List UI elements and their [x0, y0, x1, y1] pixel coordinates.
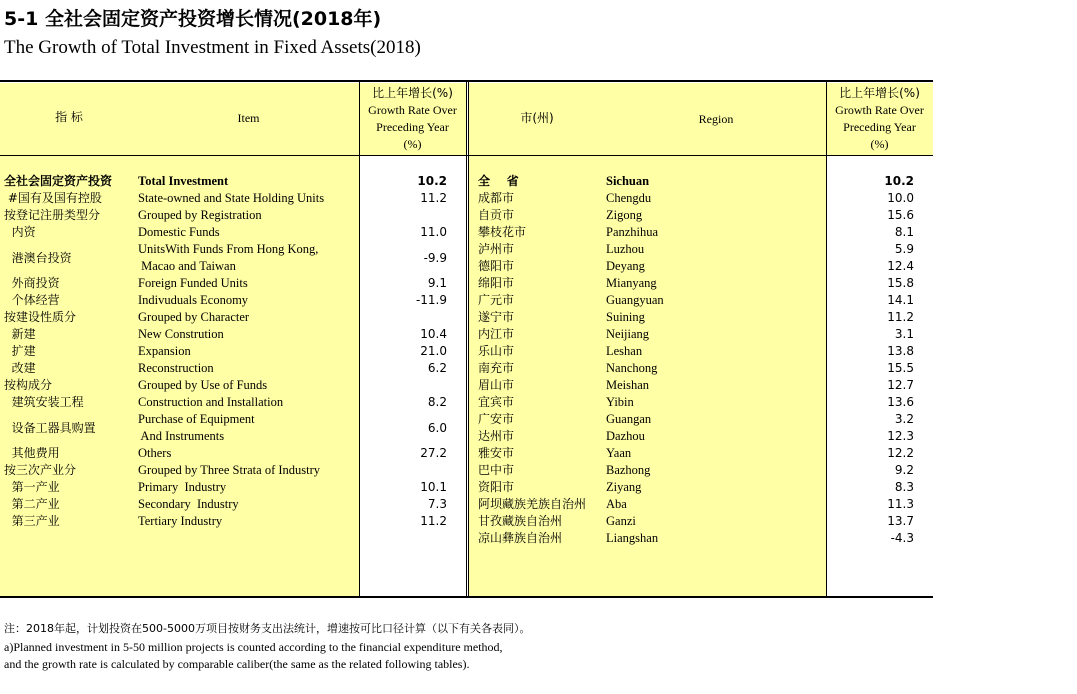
left-rows-value: 11.0: [420, 225, 447, 239]
left-rows-label-en: Grouped by Use of Funds: [138, 378, 268, 392]
footnote-cn: 注：2018年起，计划投资在500-5000万项目按财务支出法统计，增速按可比口径计算（以下有关各表同）。: [4, 622, 531, 635]
left-rows-value: 10.4: [420, 327, 447, 341]
left-rows-label-en: Secondary Industry: [138, 497, 239, 511]
right-rows-label-cn: 德阳市: [478, 259, 515, 273]
left-rows-label-en: UnitsWith Funds From Hong Kong,: [138, 242, 319, 256]
right-rows-value: 11.3: [887, 497, 914, 511]
left-rows-label-cn: 建筑安装工程: [4, 395, 84, 409]
left-rows-label-en: New Constrution: [138, 327, 224, 341]
right-rows-label-en: Yibin: [606, 395, 634, 409]
right-rows-label-cn: 泸州市: [478, 242, 515, 256]
right-rows-label-cn: 雅安市: [478, 446, 515, 460]
right-rows-label-en: Deyang: [606, 259, 645, 273]
left-rows-label-en: Domestic Funds: [138, 225, 220, 239]
left-rows-label-cn: 按构成分: [4, 378, 53, 392]
left-rows-label-en: Purchase of Equipment: [138, 412, 255, 426]
left-rows-value: -9.9: [423, 250, 447, 265]
left-rows-value: 9.1: [427, 276, 447, 290]
header-region-en: Region: [698, 112, 734, 126]
left-rows-value: 8.2: [427, 395, 447, 409]
right-rows-label-en: Suining: [606, 310, 645, 324]
right-rows-label-cn: 成都市: [478, 191, 515, 205]
header-rate-unit: (%): [870, 137, 889, 151]
right-rows-label-en: Ziyang: [606, 480, 642, 494]
left-rows-value: 10.1: [420, 480, 447, 494]
header-rate-right: [826, 83, 933, 155]
left-rows-label-cn: 第一产业: [4, 480, 60, 494]
right-rows-label-cn: 乐山市: [478, 344, 515, 358]
left-rows-value: 6.2: [427, 361, 447, 375]
left-rows-label-cn: 第二产业: [4, 497, 60, 511]
right-rows-label-cn: 遂宁市: [478, 310, 515, 324]
footnote-en-line1: a)Planned investment in 5-50 million projects is counted according to the financial expenditure method,: [4, 640, 503, 654]
right-rows-label-cn: 资阳市: [478, 480, 515, 494]
right-rows-label-cn: 广安市: [478, 412, 515, 426]
footnote-en-line2: and the growth rate is calculated by comparable caliber(the same as the related following tables).: [4, 657, 470, 671]
right-rows-label-cn: 广元市: [478, 293, 515, 307]
left-rows-value: 6.0: [427, 420, 447, 435]
right-rows-value: 8.3: [894, 480, 914, 494]
left-rows-label-cn: 扩建: [4, 344, 36, 358]
right-rows-label-en: Chengdu: [606, 191, 652, 205]
right-rows-value: 12.3: [887, 429, 914, 443]
left-rows-label-en: Primary Industry: [138, 480, 227, 494]
left-rows-value: 11.2: [420, 514, 447, 528]
right-rows-value: 13.8: [887, 344, 914, 358]
header-rate-en2: Preceding Year: [843, 120, 916, 134]
col-divider-3: [468, 80, 469, 598]
left-rows-label-en: State-owned and State Holding Units: [138, 191, 325, 205]
right-rows-label-cn: 阿坝藏族羌族自治州: [478, 497, 587, 511]
right-rows-label-en: Neijiang: [606, 327, 650, 341]
right-rows-label-en: Liangshan: [606, 531, 659, 545]
left-rows-label-en: Foreign Funded Units: [138, 276, 248, 290]
right-rows-label-cn: 攀枝花市: [478, 225, 527, 239]
right-rows-label-en: Meishan: [606, 378, 650, 392]
right-rows-value: 14.1: [887, 293, 914, 307]
right-rows-value: 10.0: [887, 191, 914, 205]
left-rows-value: 27.2: [420, 446, 447, 460]
left-rows-label-cn: 改建: [4, 361, 36, 375]
right-rows-label-en: Sichuan: [606, 174, 650, 188]
left-rows-label-en: Reconstruction: [138, 361, 214, 375]
left-rows-label-cn: 其他费用: [4, 446, 60, 460]
left-rows-label-en: Total Investment: [138, 174, 229, 188]
left-rows-label-en: Construction and Installation: [138, 395, 284, 409]
right-rows-label-cn: 南充市: [478, 361, 515, 375]
left-rows-label-en: Grouped by Three Strata of Industry: [138, 463, 321, 477]
left-rows-label-en: Grouped by Registration: [138, 208, 262, 222]
right-rows-label-en: Mianyang: [606, 276, 657, 290]
right-rows-value: 3.2: [894, 412, 914, 426]
left-rows-value: 10.2: [417, 174, 447, 188]
left-rows-label-cn: #国有及国有控股: [4, 191, 102, 205]
right-rows-value: 11.2: [887, 310, 914, 324]
right-rows-label-en: Guangan: [606, 412, 652, 426]
col-divider-2: [466, 80, 467, 598]
right-rows-label-cn: 眉山市: [478, 378, 515, 392]
left-rows-label-en: Tertiary Industry: [138, 514, 223, 528]
right-rows-value: 3.1: [894, 327, 914, 341]
left-rows-label-cn: 按登记注册类型分: [4, 208, 101, 222]
right-rows-label-en: Zigong: [606, 208, 643, 222]
header-region-cn: 市(州): [520, 111, 554, 125]
right-rows-value: 12.2: [887, 446, 914, 460]
right-rows-value: 8.1: [894, 225, 914, 239]
right-rows-value: 13.6: [887, 395, 914, 409]
left-rows-label-cn: 第三产业: [4, 514, 60, 528]
left-rows-value: -11.9: [415, 293, 447, 307]
left-rows-label-en-cont: Macao and Taiwan: [138, 259, 236, 273]
left-rows-label-cn: 按三次产业分: [4, 463, 77, 477]
right-rows-label-cn: 宜宾市: [478, 395, 515, 409]
left-rows-label-en-cont: And Instruments: [138, 429, 225, 443]
right-rows-label-en: Panzhihua: [606, 225, 659, 239]
page-title-cn: 5-1 全社会固定资产投资增长情况(2018年): [4, 8, 382, 30]
left-rows-label-cn: 新建: [4, 327, 36, 341]
right-rows-label-cn: 凉山彝族自治州: [478, 531, 563, 545]
header-rate-en1: Growth Rate Over: [835, 103, 924, 117]
page-title-en: The Growth of Total Investment in Fixed Assets(2018): [4, 37, 421, 58]
investment-table: [0, 80, 933, 598]
right-rows-value: 12.4: [887, 259, 914, 273]
right-rows-label-cn: 绵阳市: [478, 276, 515, 290]
right-rows-value: -4.3: [890, 531, 914, 545]
left-rows-label-en: Indivuduals Economy: [138, 293, 249, 307]
right-rows-value: 12.7: [887, 378, 914, 392]
right-rows-label-cn: 巴中市: [478, 463, 515, 477]
right-rows-label-en: Bazhong: [606, 463, 651, 477]
right-rows-label-en: Guangyuan: [606, 293, 664, 307]
right-rows-value: 9.2: [894, 463, 914, 477]
right-rows-value: 5.9: [894, 242, 914, 256]
left-rows-label-cn: 内资: [4, 225, 36, 239]
right-rows-label-cn: 自贡市: [478, 208, 515, 222]
header-rate-cn: 比上年增长(%): [372, 86, 453, 100]
right-rows-value: 15.8: [887, 276, 914, 290]
right-rows-value: 10.2: [884, 174, 914, 188]
right-rows-label-en: Dazhou: [606, 429, 645, 443]
right-rows-label-en: Aba: [606, 497, 627, 511]
header-rate-cn: 比上年增长(%): [839, 86, 920, 100]
right-rows-label-cn: 达州市: [478, 429, 515, 443]
left-rows-label-cn: 港澳台投资: [4, 250, 72, 265]
left-rows-value: 7.3: [427, 497, 447, 511]
left-rows-label-cn: 个体经营: [4, 293, 60, 307]
right-rows-label-cn: 甘孜藏族自治州: [478, 514, 563, 528]
left-rows-label-en: Grouped by Character: [138, 310, 250, 324]
right-rows-label-en: Leshan: [606, 344, 643, 358]
header-rate-en2: Preceding Year: [376, 120, 449, 134]
right-rows-value: 13.7: [887, 514, 914, 528]
header-rate-unit: (%): [403, 137, 422, 151]
left-rows-value: 11.2: [420, 191, 447, 205]
left-rows-label-cn: 全社会固定资产投资: [4, 174, 113, 188]
right-rows-value: 15.6: [887, 208, 914, 222]
right-rows-label-en: Yaan: [606, 446, 632, 460]
right-rows-label-en: Luzhou: [606, 242, 645, 256]
header-rate-en1: Growth Rate Over: [368, 103, 457, 117]
right-rows-label-cn: 内江市: [478, 327, 515, 341]
right-rows-label-en: Ganzi: [606, 514, 636, 528]
header-rate-left: [359, 83, 466, 155]
header-item-cn: 指 标: [55, 110, 83, 124]
right-rows-label-en: Nanchong: [606, 361, 658, 375]
left-rows-label-en: Expansion: [138, 344, 191, 358]
left-rows-label-cn: 外商投资: [4, 276, 60, 290]
header-item-en: Item: [237, 111, 260, 125]
right-rows-label-cn: 全 省: [478, 174, 519, 188]
right-rows-value: 15.5: [887, 361, 914, 375]
left-rows-label-en: Others: [138, 446, 172, 460]
left-rows-value: 21.0: [420, 344, 447, 358]
left-rows-label-cn: 设备工器具购置: [4, 420, 96, 435]
left-rows-label-cn: 按建设性质分: [4, 310, 77, 324]
